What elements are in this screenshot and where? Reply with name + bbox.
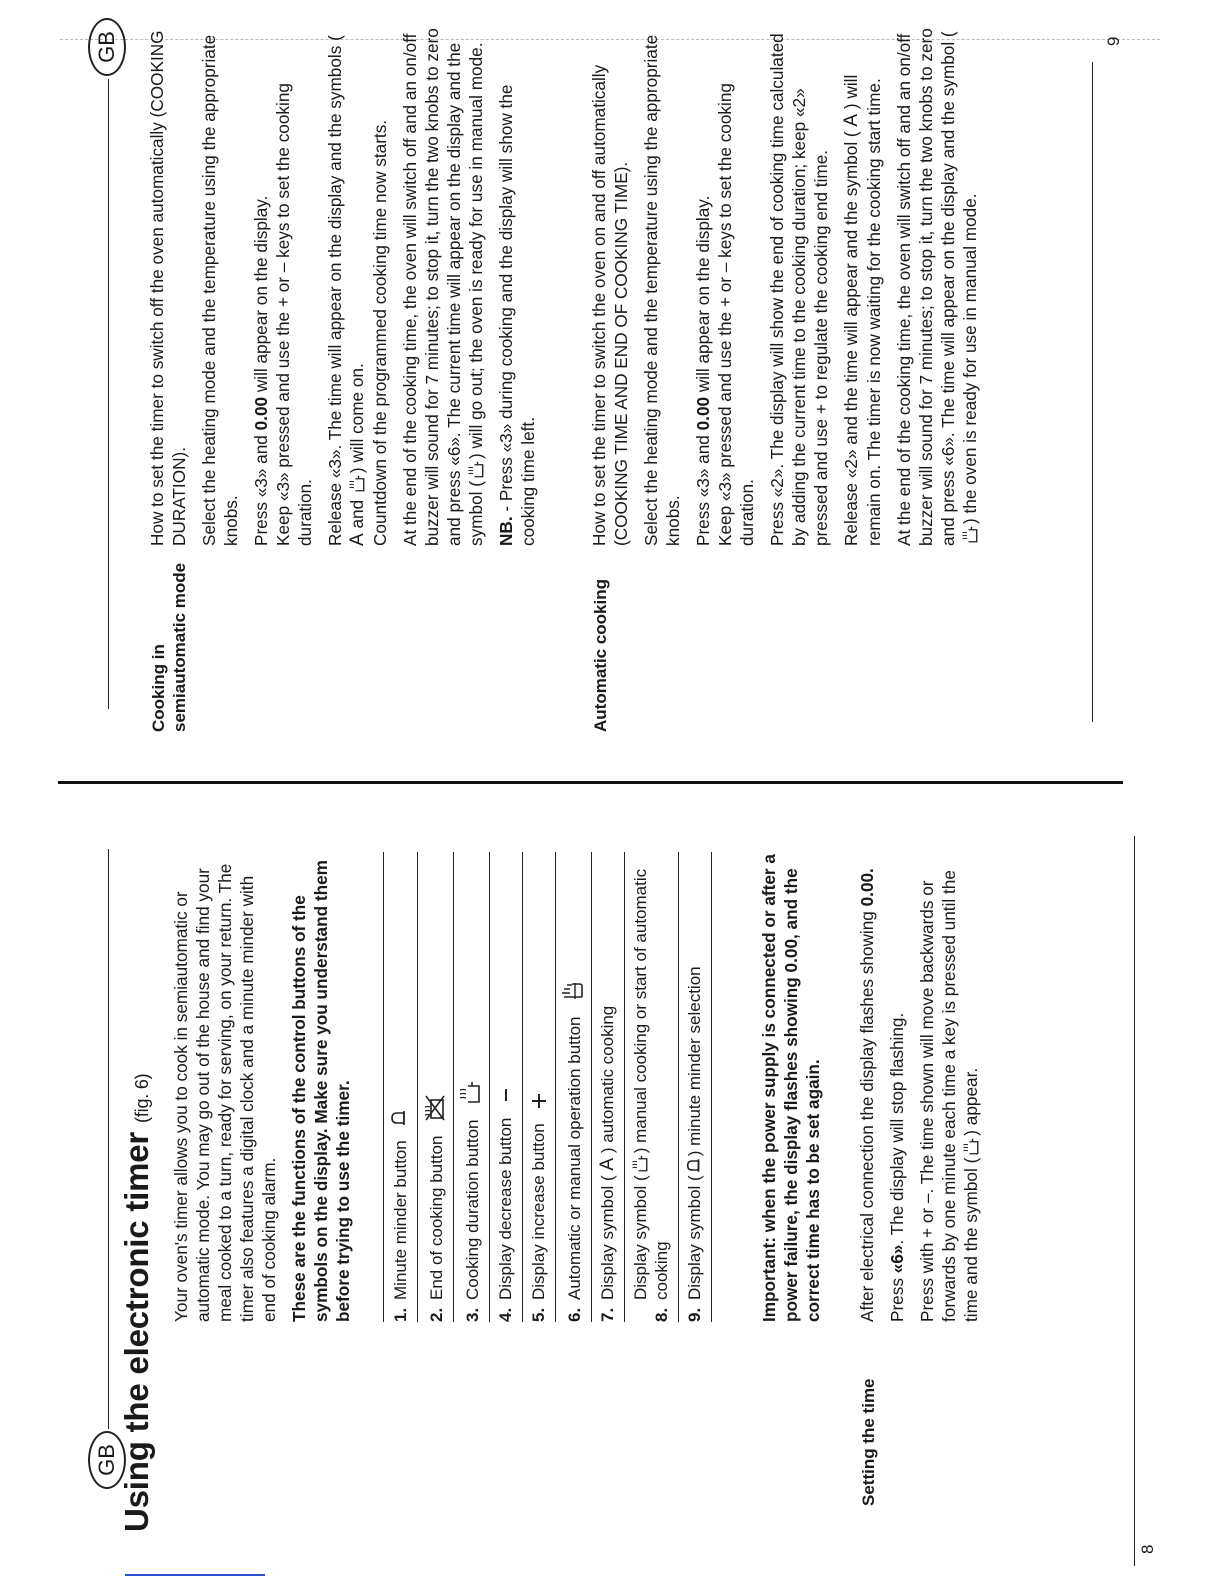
header-rule — [108, 849, 109, 1429]
control-row-2 — [418, 852, 454, 1322]
auto-p3a: Press «3» and — [693, 430, 713, 546]
setting-time-p2-prefix: Press — [887, 1273, 907, 1322]
page-number: 8 — [1138, 1544, 1157, 1554]
setting-time-heading: Setting the time — [859, 1378, 878, 1506]
header-rule — [108, 79, 109, 709]
important-note: Important: when the power supply is connected or after a power failure, the display flashes showing 0.00, and the correct time has to be set again. — [759, 854, 823, 1322]
semi-p2: Select the heating mode and the temperature using the appropriate knobs. — [199, 34, 241, 546]
auto-p1: How to set the timer to switch the oven on and off automatically (COOKING TIME AND END OF COOKING TIME). — [589, 64, 631, 546]
cooking-pot-icon — [631, 1155, 649, 1173]
control-label — [561, 852, 585, 1300]
semi-p3 — [250, 24, 316, 546]
automatic-a-symbol: A — [841, 113, 862, 127]
auto-p4: Press «2». The display will show the end of cooking time calculated by adding the current time to the cooking duration; keep «2» pressed and use + to regulate the cooking end time. — [767, 33, 831, 546]
setting-time-p1 — [856, 852, 878, 1322]
control-num: 4. — [496, 1307, 515, 1322]
footer-rule — [1134, 836, 1135, 1566]
nb-label: NB. — [496, 516, 516, 546]
semi-p5 — [399, 24, 487, 546]
page-8 — [0, 794, 1224, 1584]
gb-badge: GB — [88, 1431, 126, 1489]
control-num: 3. — [463, 1307, 482, 1322]
semi-block — [146, 24, 547, 546]
semi-p4a: Release «3». The time will appear on the display and the symbols ( — [325, 35, 345, 546]
control-row-5 — [523, 852, 556, 1322]
control-label — [528, 852, 549, 1300]
control-label — [495, 852, 516, 1300]
auto-p3 — [692, 24, 758, 546]
intro-bold-paragraph: These are the functions of the control buttons of the symbols on the display. Make sure you understand them before trying to use the timer. — [289, 860, 353, 1322]
semi-p4c: ) will come on. — [347, 363, 367, 474]
setting-time-p1-text: After electrical connection the display flashes showing — [857, 911, 877, 1322]
controls-list — [383, 852, 712, 1322]
semi-heading — [148, 552, 190, 732]
semi-p4b: and — [347, 495, 367, 534]
control-label — [389, 852, 411, 1300]
control-label-text: Automatic or manual operation button — [565, 1016, 584, 1300]
setting-time-p2 — [886, 852, 908, 1322]
setting-time-block — [856, 852, 990, 1322]
setting-time-p2-suffix: . The display will stop flashing. — [887, 1012, 907, 1245]
control-label — [630, 852, 672, 1300]
control-num: 5. — [529, 1307, 548, 1322]
footer-rule — [1092, 62, 1093, 722]
auto-p6a: At the end of the cooking time, the oven will switch off and an on/off buzzer will sound for 7 minutes; to stop it, turn the two knobs to zero and press «6». The time will appear on the display and the symbol ( — [894, 28, 958, 546]
control-num: 8. — [652, 1307, 671, 1322]
cooking-pot-icon — [348, 475, 366, 493]
control-label-text: End of cooking button — [427, 1135, 446, 1300]
automatic-a-symbol: A — [347, 533, 368, 546]
semi-p3b: 0.00 — [251, 396, 271, 431]
page-number: 9 — [1104, 36, 1123, 46]
control-label — [684, 852, 705, 1300]
control-num: 9. — [685, 1307, 704, 1322]
semi-heading-line2: semiautomatic mode — [170, 562, 189, 732]
page-title — [118, 1074, 156, 1532]
semi-p3a: Press «3» and — [251, 430, 271, 546]
auto-p5 — [840, 24, 885, 546]
auto-p3b: 0.00 — [693, 396, 713, 431]
intro-block — [170, 852, 362, 1322]
semi-p1: How to set the timer to switch off the oven automatically (COOKING DURATION). — [147, 30, 189, 546]
auto-block — [588, 24, 989, 546]
control-label-text: Cooking duration button — [463, 1119, 482, 1300]
control-row-3 — [454, 852, 490, 1322]
control-label-text: Display symbol ( — [598, 1175, 617, 1300]
gb-badge: GB — [88, 18, 126, 76]
control-label-text: ) minute minder selection — [685, 966, 704, 1157]
minus-icon — [498, 1087, 514, 1103]
auto-p3d: Keep «3» pressed and use the + or – keys to set the cooking duration. — [715, 83, 757, 546]
control-label — [459, 852, 483, 1300]
semi-p4 — [324, 24, 391, 546]
bell-icon — [389, 1110, 409, 1126]
control-row-7 — [592, 852, 625, 1322]
control-num: 6. — [565, 1307, 584, 1322]
semi-heading-line1: Cooking in — [149, 644, 168, 732]
title-fig-ref: (fig. 6) — [132, 1073, 152, 1123]
setting-time-p3-start: Press with + or –. The time shown will move backwards or forwards by one minute each time a key is pressed until the time and the symbol ( — [917, 870, 981, 1322]
manual-hand-icon — [561, 982, 583, 1002]
control-label — [423, 852, 447, 1300]
setting-time-p3-end: ) appear. — [961, 1067, 981, 1136]
setting-time-p1-value: 0.00. — [857, 868, 877, 907]
control-num: 2. — [427, 1307, 446, 1322]
plus-icon — [531, 1093, 547, 1109]
intro-paragraph: Your oven's timer allows you to cook in semiautomatic or automatic mode. You may go out of the house and find your meal cooked to a turn, ready for serving, on your return. The timer also features a digital clock and a minute minder with end of cooking alarm. — [171, 863, 279, 1322]
auto-p6 — [893, 24, 981, 546]
control-row-1 — [384, 852, 418, 1322]
automatic-a-symbol: A — [597, 1157, 618, 1171]
semi-p3c: will appear on the display. — [251, 195, 271, 397]
control-row-6 — [556, 852, 592, 1322]
control-row-9 — [679, 852, 712, 1322]
auto-p6b: ) the oven is ready for use in manual mode. — [960, 193, 980, 524]
control-num: 7. — [598, 1307, 617, 1322]
cooking-pot-icon — [459, 1081, 481, 1105]
control-num: 1. — [391, 1307, 410, 1322]
semi-p6 — [495, 24, 539, 546]
semi-p6-text: - Press «3» during cooking and the display will show the cooking time left. — [496, 84, 538, 546]
control-row-4 — [490, 852, 523, 1322]
control-label-text: Minute minder button — [391, 1140, 410, 1300]
cooking-pot-icon — [962, 1138, 980, 1156]
semi-p5a: At the end of the cooking time, the oven will switch off and an on/off buzzer will sound for 7 minutes; to stop it, turn the two knobs to zero and press «6». The current time will appear on the display and the symbol ( — [400, 28, 486, 546]
semi-p4d: Countdown of the programmed cooking time now starts. — [370, 119, 390, 546]
end-of-cooking-icon — [423, 1095, 445, 1121]
cooking-pot-icon — [961, 526, 979, 544]
control-label-text: Display symbol ( — [685, 1175, 704, 1300]
title-text: Using the electronic timer — [118, 1131, 155, 1532]
semi-p3d: Keep «3» pressed and use the + or – keys to set the cooking duration. — [273, 83, 315, 546]
auto-p3c: will appear on the display. — [693, 195, 713, 397]
semi-p5b: ) will go out; the oven is ready for use in manual mode. — [466, 42, 486, 460]
auto-p5a: Release «2» and the time will appear and the symbol ( — [841, 131, 861, 546]
control-label — [597, 852, 618, 1300]
bell-icon — [685, 1158, 703, 1173]
auto-heading: Automatic cooking — [591, 578, 610, 732]
cooking-pot-icon — [467, 461, 485, 479]
control-label-text: ) automatic cooking — [598, 1005, 617, 1154]
setting-time-p3 — [916, 852, 982, 1322]
control-label-text: Display increase button — [529, 1123, 548, 1300]
setting-time-p2-key: «6» — [887, 1244, 907, 1274]
auto-p5b: ) will remain on. The timer is now waiting for the cooking start time. — [841, 74, 884, 546]
control-label-text: Display symbol ( — [631, 1175, 650, 1300]
control-label-text: ) manual cooking or start of automatic cooking — [631, 868, 671, 1300]
auto-p2: Select the heating mode and the temperature using the appropriate knobs. — [641, 34, 683, 546]
control-row-8 — [625, 852, 679, 1322]
control-label-text: Display decrease button — [496, 1117, 515, 1300]
